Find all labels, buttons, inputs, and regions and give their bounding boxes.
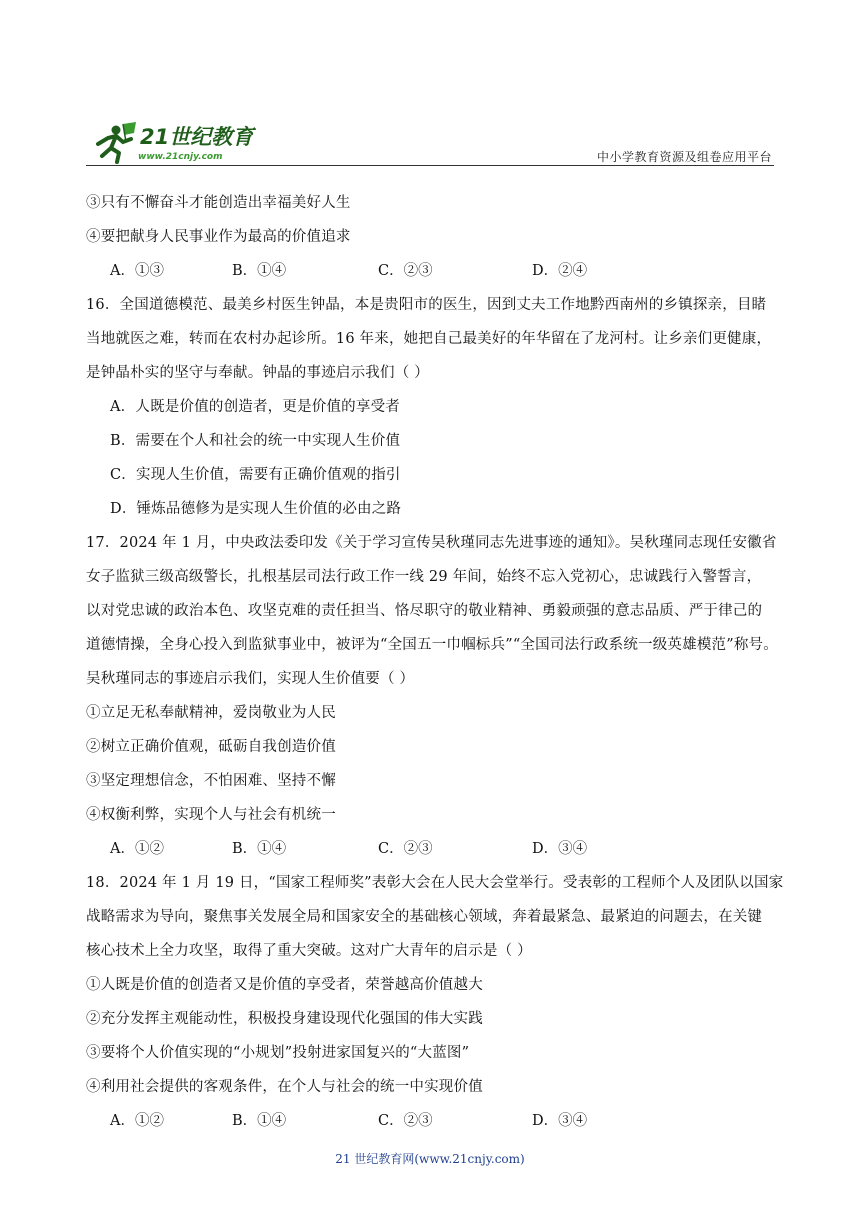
question-stem: 16．全国道德模范、最美乡村医生钟晶，本是贵阳市的医生，因到丈夫工作地黔西南州的乡镇探亲，目睹: [86, 297, 767, 313]
question-stem: 道德情操，全身心投入到监狱事业中，被评为“全国五一巾帼标兵”“全国司法行政系统一级英雄模范”称号。: [86, 637, 778, 653]
option-b: B．①④: [232, 841, 287, 857]
statement-item: ①立足无私奉献精神，爱岗敬业为人民: [86, 705, 336, 721]
question-stem: 吴秋瑾同志的事迹启示我们，实现人生价值要（ ）: [86, 671, 415, 687]
statement-item: ④权衡利弊，实现个人与社会有机统一: [86, 807, 336, 823]
statement-item: ③只有不懈奋斗才能创造出幸福美好人生: [86, 195, 351, 211]
footer-site-link[interactable]: 21 世纪教育网(www.21cnjy.com): [335, 1152, 525, 1166]
platform-title: 中小学教育资源及组卷应用平台: [596, 150, 772, 164]
statement-item: ①人既是价值的创造者又是价值的享受者，荣誉越高价值越大: [86, 977, 483, 993]
option-a: A．①②: [110, 1113, 164, 1129]
option-d: D．②④: [532, 263, 588, 279]
option-d: D．③④: [532, 841, 588, 857]
option-b: B．需要在个人和社会的统一中实现人生价值: [110, 433, 401, 449]
question-stem: 17．2024 年 1 月，中央政法委印发《关于学习宣传吴秋瑾同志先进事迹的通知》。吴秋瑾同志现任安徽省: [86, 535, 777, 551]
option-b: B．①④: [232, 1113, 287, 1129]
question-stem: 18．2024 年 1 月 19 日，“国家工程师奖”表彰大会在人民大会堂举行。受表彰的工程师个人及团队以国家: [86, 875, 784, 891]
option-c: C．实现人生价值，需要有正确价值观的指引: [110, 467, 401, 483]
statement-item: ②充分发挥主观能动性，积极投身建设现代化强国的伟大实践: [86, 1011, 483, 1027]
statement-item: ②树立正确价值观，砥砺自我创造价值: [86, 739, 336, 755]
option-c: C．②③: [378, 841, 433, 857]
option-b: B．①④: [232, 263, 287, 279]
page-footer: [0, 1150, 860, 1167]
question-stem: 女子监狱三级高级警长，扎根基层司法行政工作一线 29 年间，始终不忘入党初心，忠诚践行入警誓言，: [86, 569, 762, 585]
question-stem: 核心技术上全力攻坚，取得了重大突破。这对广大青年的启示是（ ）: [86, 943, 532, 959]
option-a: A．①③: [110, 263, 164, 279]
runner-icon: [98, 122, 136, 162]
logo-text: 21世纪教育: [140, 125, 254, 149]
option-a: A．人既是价值的创造者，更是价值的享受者: [110, 399, 400, 415]
answer-options: [86, 1104, 776, 1138]
option-c: C．②③: [378, 1113, 433, 1129]
statement-item: ④要把献身人民事业作为最高的价值追求: [86, 229, 351, 245]
statement-item: ③要将个人价值实现的“小规划”投射进家国复兴的“大蓝图”: [86, 1045, 470, 1061]
question-content: [86, 186, 784, 1138]
logo-url: www.21cnjy.com: [138, 152, 223, 162]
answer-options: [86, 832, 776, 866]
answer-options: [86, 254, 776, 288]
question-stem: 当地就医之难，转而在农村办起诊所。16 年来，她把自己最美好的年华留在了龙河村。让乡亲们更健康，: [86, 331, 772, 347]
page-header: [86, 118, 774, 168]
option-d: D．③④: [532, 1113, 588, 1129]
question-stem: 战略需求为导向，聚焦事关发展全局和国家安全的基础核心领域，奔着最紧急、最紧迫的问题去，在关键: [86, 909, 763, 925]
option-a: A．①②: [110, 841, 164, 857]
option-c: C．②③: [378, 263, 433, 279]
21cnjy-logo: [86, 118, 256, 166]
question-stem: 以对党忠诚的政治本色、攻坚克难的责任担当、恪尽职守的敬业精神、勇毅顽强的意志品质、严于律己的: [86, 603, 763, 619]
question-stem: 是钟晶朴实的坚守与奉献。钟晶的事迹启示我们（ ）: [86, 365, 429, 381]
option-d: D．锤炼品德修为是实现人生价值的必由之路: [110, 501, 402, 517]
statement-item: ④利用社会提供的客观条件，在个人与社会的统一中实现价值: [86, 1079, 483, 1095]
statement-item: ③坚定理想信念，不怕困难、坚持不懈: [86, 773, 336, 789]
header-divider: [86, 165, 774, 166]
